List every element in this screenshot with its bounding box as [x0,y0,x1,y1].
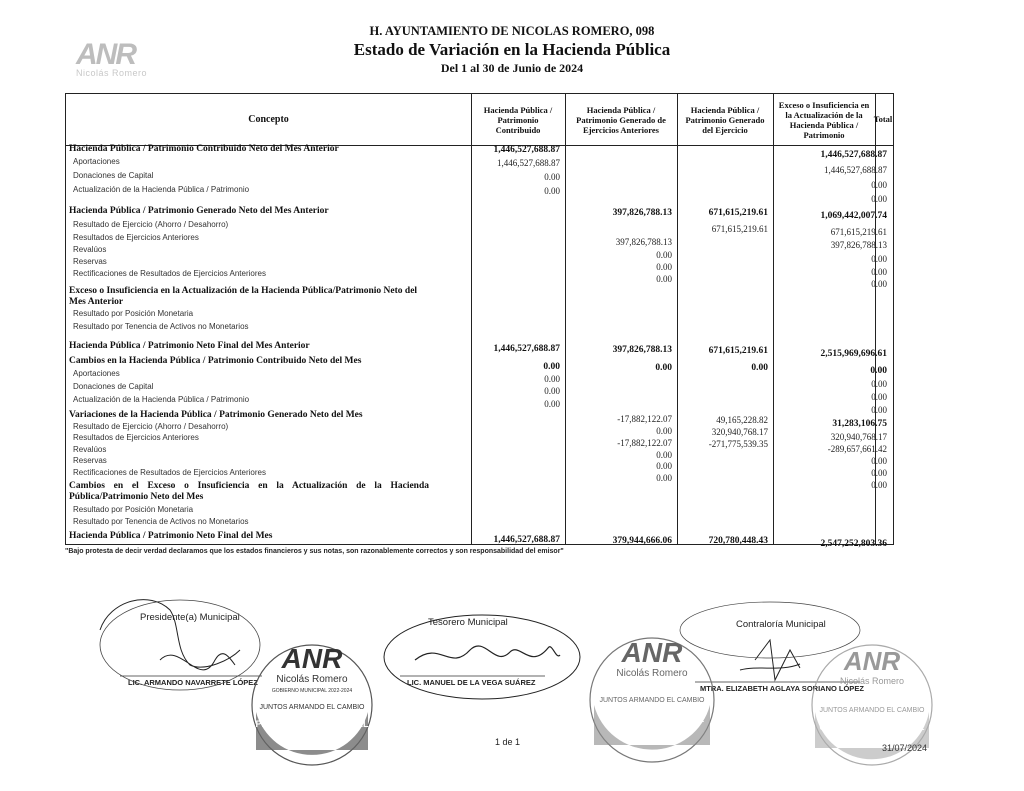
seal-office: CONTRALORÍA MUNICIPAL [819,723,925,732]
cell-value: 0.00 [544,374,560,384]
cell-value: 0.00 [871,194,887,204]
cell-value: 397,826,788.13 [612,208,672,218]
cell-value: 1,446,527,688.87 [824,165,887,175]
row-label: Resultados de Ejercicios Anteriores [73,433,199,442]
cell-value: 0.00 [871,392,887,402]
row-label: Aportaciones [73,157,120,166]
cell-value: 1,446,527,688.87 [493,344,560,354]
row-label: Reservas [73,456,107,465]
section-label: Cambios en la Hacienda Pública / Patrimonio Contribuido Neto del Mes [69,356,362,366]
row-label: Resultado por Posición Monetaria [73,505,194,514]
cell-value: 0.00 [655,363,672,373]
cell-value: 0.00 [871,405,887,415]
cell-value: 2,547,252,803.36 [820,539,887,549]
row-label: Resultado por Tenencia de Activos no Monetarios [73,517,249,526]
cell-value: 0.00 [656,274,672,284]
cell-value: 397,826,788.13 [830,240,887,250]
page-number: 1 de 1 [495,737,521,747]
seal-motto: JUNTOS ARMANDO EL CAMBIO [819,707,925,714]
cell-value: 397,826,788.13 [612,345,672,355]
section-label: Hacienda Pública / Patrimonio Neto Final del Mes Anterior [69,341,310,351]
presidencia-seal [252,643,372,765]
row-label: Actualización de la Hacienda Pública / Patrimonio [73,185,250,194]
cell-value: 2,515,969,696.61 [820,349,887,359]
section-label: Hacienda Pública / Patrimonio Contribuido Neto del Mes Anterior [69,144,339,154]
row-label: Revalúos [73,445,107,454]
cell-value: 397,826,788.13 [615,237,672,247]
row-label: Rectificaciones de Resultados de Ejercicios Anteriores [73,269,266,278]
cell-value: 0.00 [871,379,887,389]
cell-value: 0.00 [544,186,560,196]
cell-value: 0.00 [656,426,672,436]
cell-value: -271,775,539.35 [708,439,768,449]
cell-value: 671,615,219.61 [708,346,768,356]
row-label: Revalúos [73,245,107,254]
comptroller-title: Contraloría Municipal [736,619,826,630]
col-header-total: Total [873,113,893,124]
treasurer-name: LIC. MANUEL DE LA VEGA SUÁREZ [407,678,536,687]
row-label: Actualización de la Hacienda Pública / Patrimonio [73,395,250,404]
tesoreria-seal [590,637,714,762]
cell-value: 0.00 [544,172,560,182]
row-label: Resultados de Ejercicios Anteriores [73,233,199,242]
date-stamp: 31/07/2024 [882,743,928,753]
treasurer-signature [415,646,560,660]
section-label: Variaciones de la Hacienda Pública / Patrimonio Generado Neto del Mes [69,410,363,420]
seal-motto: JUNTOS ARMANDO EL CAMBIO [599,697,705,704]
comptroller-signature [740,640,800,680]
cell-value: 0.00 [656,450,672,460]
cell-value: 320,940,768.17 [711,427,768,437]
seal-logo-sub: Nicolás Romero [276,674,348,685]
treasurer-title: Tesorero Municipal [428,617,508,628]
col-header-concepto: Concepto [248,113,289,125]
cell-value: 0.00 [656,461,672,471]
cell-value: 0.00 [871,468,887,478]
cell-value: 671,615,219.61 [708,208,768,218]
cell-value: 0.00 [871,279,887,289]
section-label: Hacienda Pública / Patrimonio Neto Final del Mes [69,531,273,541]
cell-value: 1,446,527,688.87 [820,150,887,160]
cell-value: 1,446,527,688.87 [493,145,560,155]
section-label: Hacienda Pública / Patrimonio Generado Neto del Mes Anterior [69,206,329,216]
cell-value: 0.00 [751,363,768,373]
row-label: Donaciones de Capital [73,382,154,391]
row-label: Resultado de Ejercicio (Ahorro / Desahorro) [73,220,229,229]
cell-value: 0.00 [656,262,672,272]
section-label: Exceso o Insuficiencia en la Actualización de la Hacienda Pública/Patrimonio Neto del Mes Anterior [69,286,418,307]
logo-subtitle: Nicolás Romero [76,68,148,78]
cell-value: 671,615,219.61 [711,224,768,234]
cell-value: 1,446,527,688.87 [493,535,560,545]
row-label: Reservas [73,257,107,266]
seal-logo-sub: Nicolás Romero [616,668,688,679]
cell-value: 0.00 [656,473,672,483]
cell-value: -17,882,122.07 [617,438,672,448]
comptroller-name: MTRA. ELIZABETH AGLAYA SORIANO LÓPEZ [700,684,864,693]
seal-motto: JUNTOS ARMANDO EL CAMBIO [259,704,365,711]
row-label: Rectificaciones de Resultados de Ejercicios Anteriores [73,468,266,477]
col-header-contribuido: Hacienda Pública / Patrimonio Contribuido [483,104,553,135]
cell-value: 671,615,219.61 [830,227,887,237]
cell-value: 320,940,768.17 [830,432,887,442]
seal-logo-mark: ANR [621,637,683,668]
declaration-text: "Bajo protesta de decir verdad declaramos que los estados financieros y sus notas, son razonablemente correctos y son responsabilidad del emisor" [65,548,564,555]
row-label: Aportaciones [73,369,120,378]
president-title: Presidente(a) Municipal [140,612,240,623]
seal-gov-line: GOBIERNO MUNICIPAL 2022-2024 [271,688,353,694]
seal-logo-mark: ANR [843,646,901,676]
seal-logo-sub: Nicolás Romero [839,676,905,686]
cell-value: 0.00 [871,180,887,190]
treasurer-signature-loop [384,615,580,699]
cell-value: 379,944,666.06 [612,536,672,546]
cell-value: 0.00 [544,386,560,396]
row-label: Resultado de Ejercicio (Ahorro / Desahorro) [73,422,229,431]
cell-value: 0.00 [871,254,887,264]
comptroller-signature-loop [680,602,860,658]
cell-value: 0.00 [656,250,672,260]
row-label: Donaciones de Capital [73,171,154,180]
report-title: Estado de Variación en la Hacienda Pública [353,40,671,59]
cell-value: 0.00 [871,456,887,466]
president-name: LIC. ARMANDO NAVARRETE LÓPEZ [128,678,258,687]
seal-office: PRESIDENCIA MUNICIPAL [255,719,369,729]
section-label: Cambios en el Exceso o Insuficiencia en la Actualización de la Hacienda Pública/Patrimonio Neto del Mes [69,481,429,502]
cell-value: 0.00 [870,366,887,376]
col-header-generado-ejercicio: Hacienda Pública / Patrimonio Generado del Ejercicio [685,104,765,135]
cell-value: 31,283,106.75 [832,419,887,429]
cell-value: -289,657,661.42 [827,444,887,454]
cell-value: 0.00 [543,362,560,372]
report-period: Del 1 al 30 de Junio de 2024 [440,61,584,75]
row-label: Resultado por Tenencia de Activos no Monetarios [73,322,249,331]
organization-name: H. AYUNTAMIENTO DE NICOLAS ROMERO, 098 [369,24,655,38]
cell-value: -17,882,122.07 [617,414,672,424]
cell-value: 1,069,442,007.74 [820,211,887,221]
col-header-exceso-insuficiencia: Exceso o Insuficiencia en la Actualización de la Hacienda Pública / Patrimonio [778,99,870,140]
col-header-generado-anteriores: Hacienda Pública / Patrimonio Generado de Ejercicios Anteriores [576,104,666,135]
seal-logo-mark: ANR [281,643,343,674]
cell-value: 0.00 [871,267,887,277]
president-signature [100,600,240,670]
cell-value: 0.00 [544,399,560,409]
seal-band [594,705,710,750]
seal-office: TESORERÍA MUNICIPAL [599,714,705,724]
logo-mark: ANR [76,38,135,71]
cell-value: 49,165,228.82 [716,415,768,425]
cell-value: 720,780,448.43 [708,536,768,546]
cell-value: 1,446,527,688.87 [497,158,560,168]
row-label: Resultado por Posición Monetaria [73,309,194,318]
cell-value: 0.00 [871,480,887,490]
